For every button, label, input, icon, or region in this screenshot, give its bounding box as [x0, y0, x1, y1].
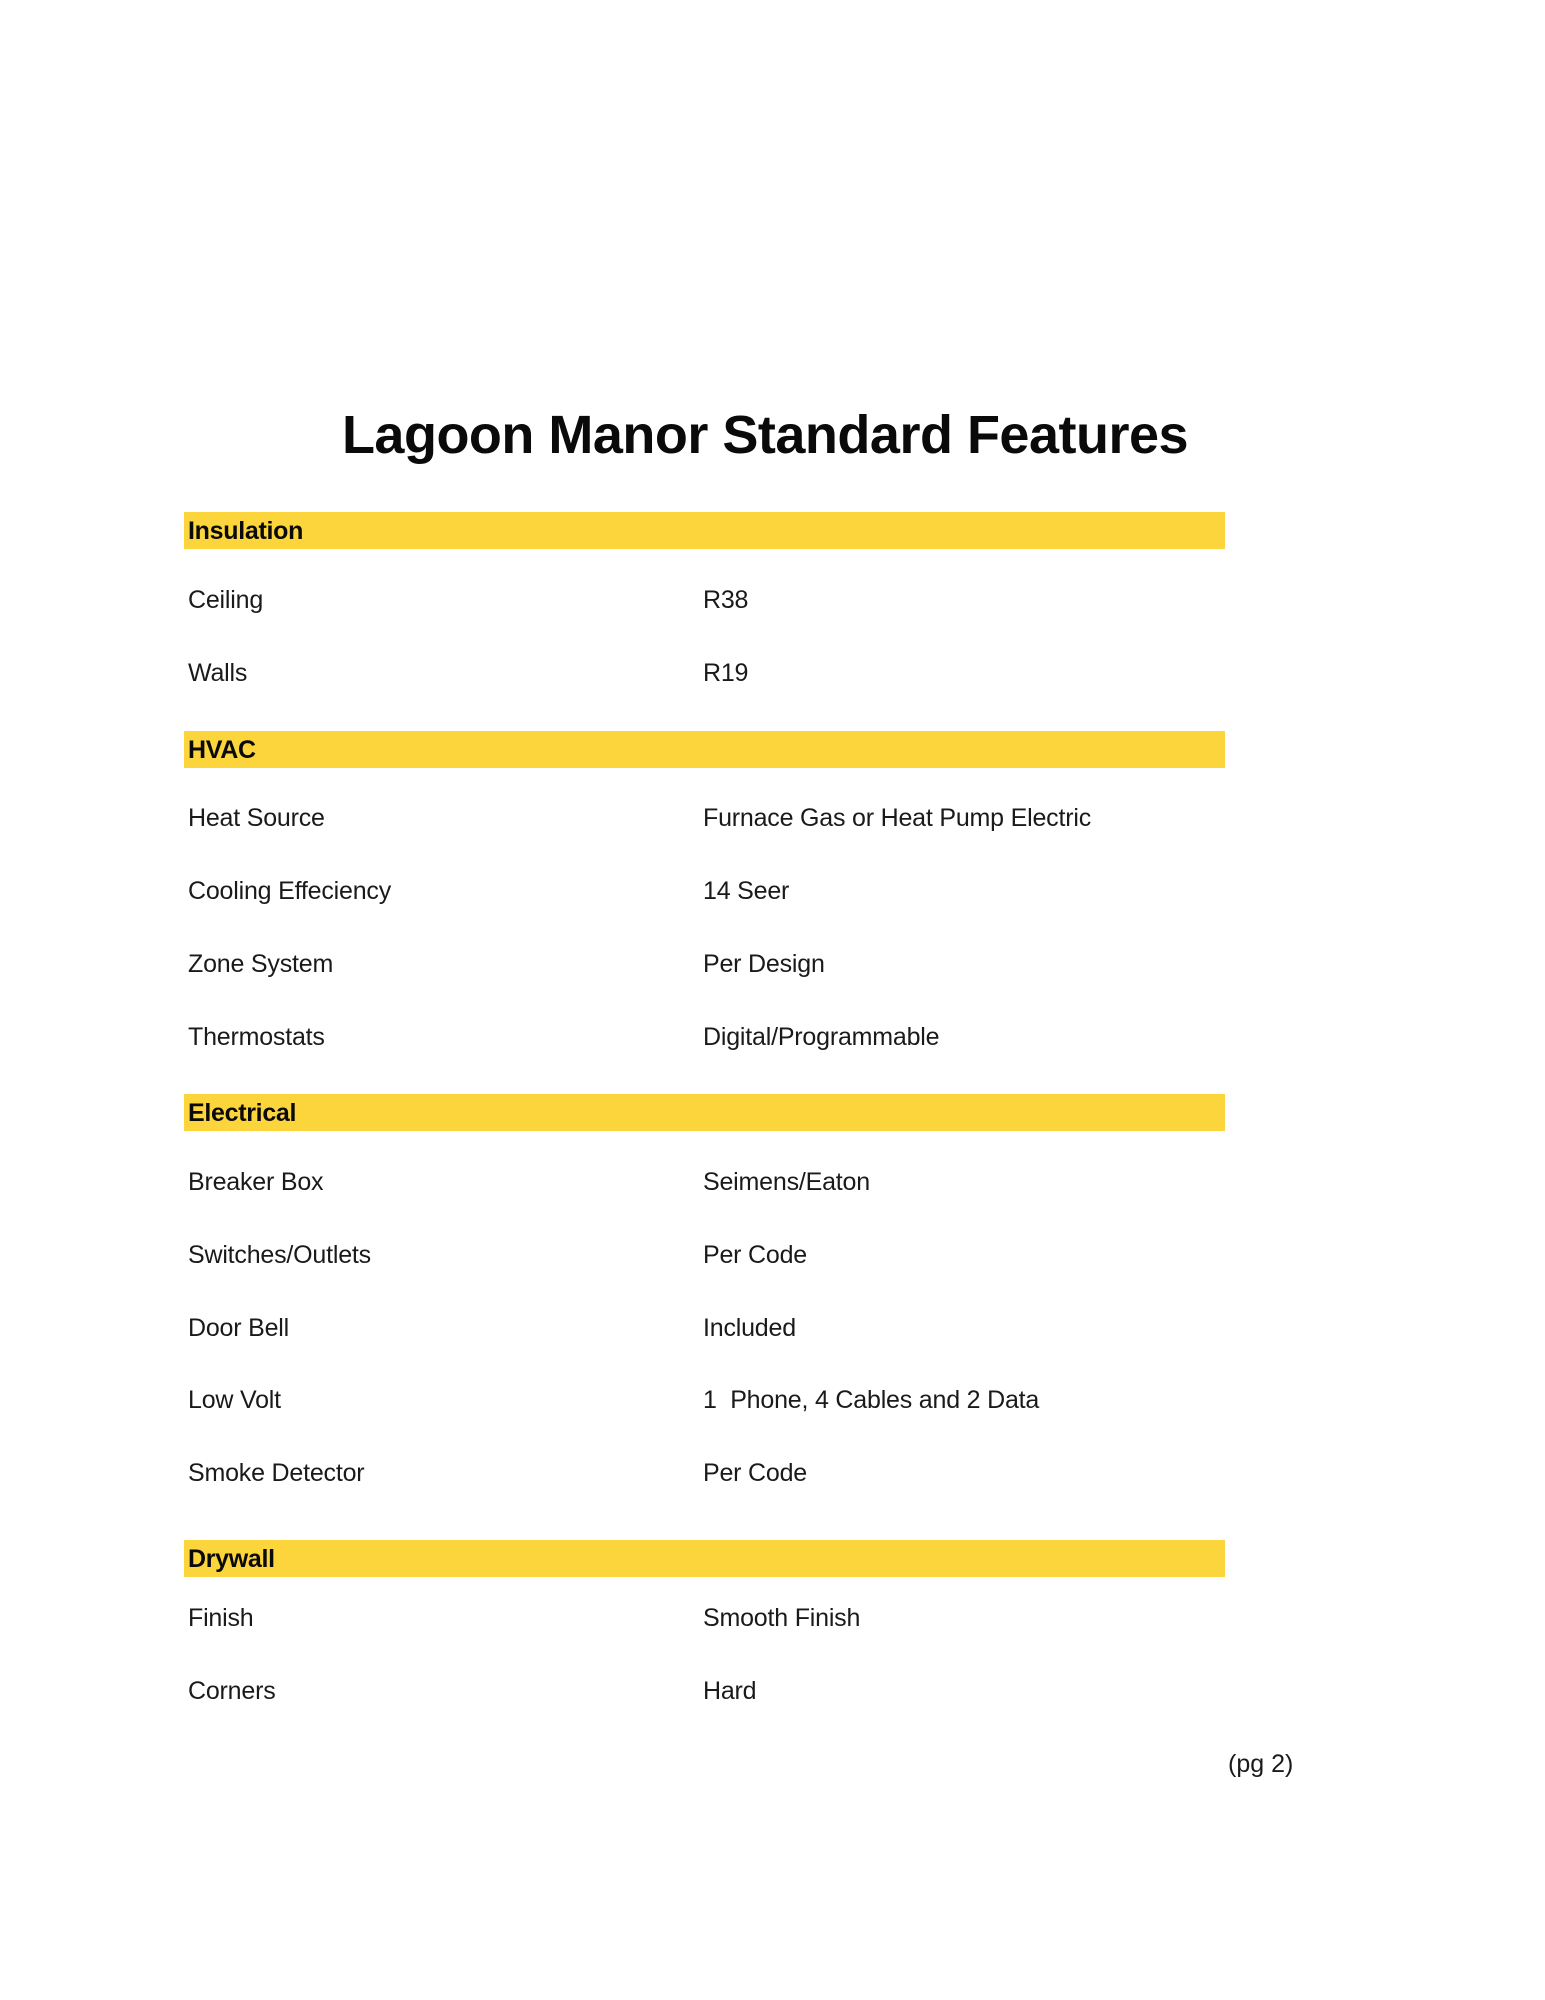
feature-row [0, 1310, 1545, 1346]
feature-row [0, 1164, 1545, 1200]
section-header-insulation [184, 512, 1225, 549]
feature-label: Cooling Effeciency [188, 877, 392, 905]
feature-value: R38 [703, 586, 749, 614]
feature-value: Smooth Finish [703, 1604, 861, 1632]
feature-label: Door Bell [188, 1314, 290, 1342]
section-heading: Electrical [188, 1099, 297, 1127]
feature-row [0, 1019, 1545, 1055]
section-heading: Drywall [188, 1545, 275, 1573]
feature-label: Breaker Box [188, 1168, 324, 1196]
section-heading: Insulation [188, 517, 304, 545]
feature-row [0, 800, 1545, 836]
feature-label: Walls [188, 659, 248, 687]
feature-value: Per Code [703, 1241, 808, 1269]
feature-label: Switches/Outlets [188, 1241, 371, 1269]
feature-label: Corners [188, 1677, 276, 1705]
feature-value: Seimens/Eaton [703, 1168, 870, 1196]
feature-row [0, 946, 1545, 982]
feature-value: 1 Phone, 4 Cables and 2 Data [703, 1386, 1040, 1414]
feature-label: Smoke Detector [188, 1459, 365, 1487]
feature-label: Zone System [188, 950, 334, 978]
feature-label: Finish [188, 1604, 254, 1632]
feature-label: Thermostats [188, 1023, 325, 1051]
feature-value: Included [703, 1314, 796, 1342]
feature-value: Hard [703, 1677, 757, 1705]
feature-row [0, 582, 1545, 618]
feature-value: 14 Seer [703, 877, 790, 905]
feature-label: Ceiling [188, 586, 264, 614]
feature-row [0, 873, 1545, 909]
feature-label: Low Volt [188, 1386, 281, 1414]
page-number: (pg 2) [1228, 1750, 1294, 1778]
feature-value: Per Design [703, 950, 825, 978]
section-header-electrical [184, 1094, 1225, 1131]
feature-row [0, 1237, 1545, 1273]
feature-row [0, 655, 1545, 691]
feature-label: Heat Source [188, 804, 325, 832]
feature-row [0, 1382, 1545, 1418]
feature-value: R19 [703, 659, 749, 687]
page-title: Lagoon Manor Standard Features [341, 405, 1189, 465]
section-header-drywall [184, 1540, 1225, 1577]
feature-value: Furnace Gas or Heat Pump Electric [703, 804, 1091, 832]
feature-row [0, 1600, 1545, 1636]
feature-value: Digital/Programmable [703, 1023, 940, 1051]
feature-value: Per Code [703, 1459, 808, 1487]
section-heading: HVAC [188, 736, 256, 764]
section-header-hvac [184, 731, 1225, 768]
feature-row [0, 1673, 1545, 1709]
feature-row [0, 1455, 1545, 1491]
